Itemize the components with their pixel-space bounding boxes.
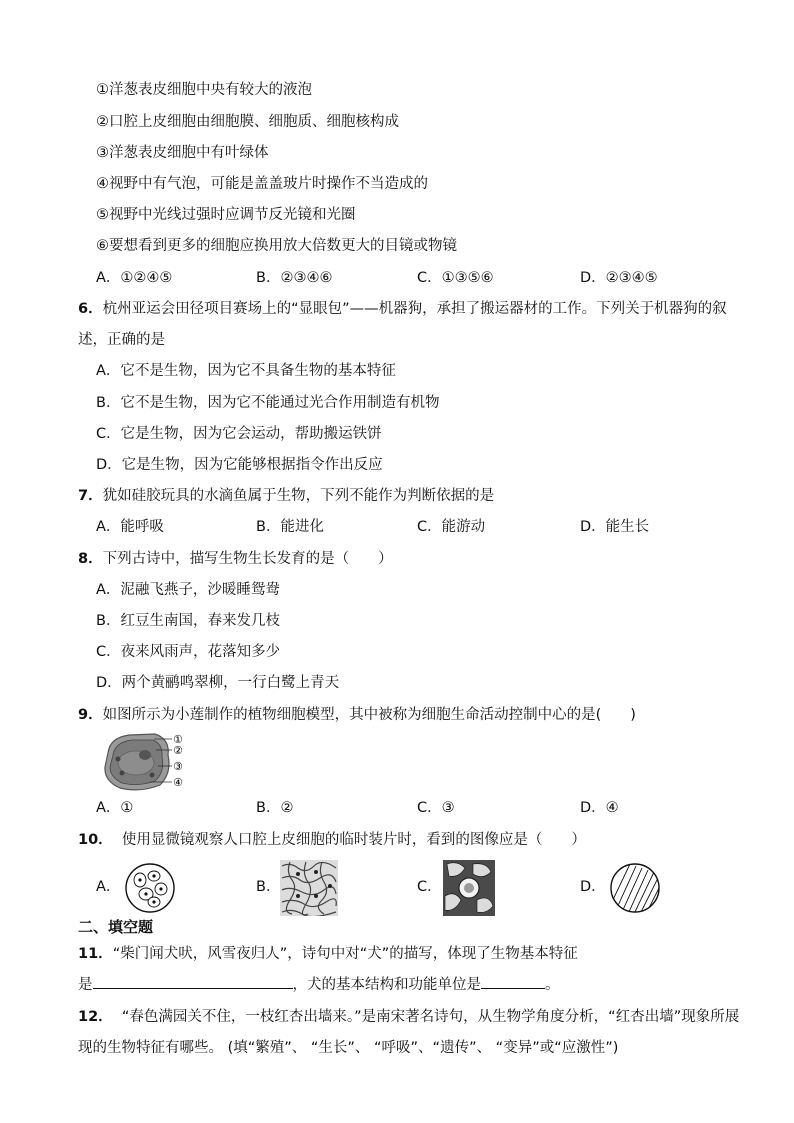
question-number: 11． bbox=[78, 946, 113, 962]
q8-option-b[interactable]: B．红豆生南国，春来发几枝 bbox=[96, 613, 280, 629]
question-number: 8． bbox=[78, 551, 103, 567]
q5-option-b[interactable]: B．②③④⑥ bbox=[256, 270, 333, 286]
q10-option-d[interactable]: D． bbox=[580, 879, 606, 895]
nucleus-shape bbox=[139, 750, 151, 760]
statement-3: ③洋葱表皮细胞中有叶绿体 bbox=[96, 145, 269, 161]
figure-label-3: ③ bbox=[173, 760, 183, 773]
q6-stem: 6．杭州亚运会田径项目赛场上的“显眼包”——机器狗，承担了搬运器材的工作。下列关于机器狗的叙 bbox=[78, 301, 727, 317]
q6-option-c[interactable]: C．它是生物，因为它会运动，帮助搬运铁饼 bbox=[96, 426, 382, 442]
section-title: 二、填空题 bbox=[78, 918, 154, 936]
q8-option-a[interactable]: A．泥融飞燕子，沙暖睡鸳鸯 bbox=[96, 582, 280, 598]
q10-option-a[interactable]: A． bbox=[96, 879, 121, 895]
question-number: 6． bbox=[78, 301, 103, 317]
q6-option-b[interactable]: B．它不是生物，因为它不能通过光合作用制造有机物 bbox=[96, 395, 440, 411]
q8-stem: 8．下列古诗中，描写生物生长发育的是（ ） bbox=[78, 551, 393, 567]
q6-option-d[interactable]: D．它是生物，因为它能够根据指令作出反应 bbox=[96, 457, 383, 473]
option-a-image[interactable] bbox=[124, 862, 176, 914]
question-number: 10． bbox=[78, 832, 113, 848]
q8-option-c[interactable]: C．夜来风雨声，花落知多少 bbox=[96, 644, 281, 660]
q11-stem-cont: 是 ，犬的基本结构和功能单位是 。 bbox=[78, 974, 560, 995]
q7-option-d[interactable]: D．能生长 bbox=[580, 519, 650, 535]
statement-5: ⑤视野中光线过强时应调节反光镜和光圈 bbox=[96, 207, 356, 223]
plant-cell-model-figure bbox=[100, 731, 200, 793]
question-number: 12． bbox=[78, 1009, 113, 1025]
option-d-image[interactable] bbox=[608, 862, 662, 914]
q9-option-b[interactable]: B．② bbox=[256, 800, 294, 816]
q9-option-a[interactable]: A．① bbox=[96, 800, 134, 816]
figure-label-4: ④ bbox=[173, 776, 183, 789]
answer-blank-2[interactable] bbox=[481, 974, 545, 989]
statement-4: ④视野中有气泡，可能是盖盖玻片时操作不当造成的 bbox=[96, 176, 428, 192]
q11-stem: 11．“柴门闻犬吠，风雪夜归人”，诗句中对“犬”的描写，体现了生物基本特征 bbox=[78, 946, 578, 962]
q7-option-b[interactable]: B．能进化 bbox=[256, 519, 324, 535]
option-b-image[interactable] bbox=[280, 860, 338, 916]
q5-option-d[interactable]: D．②③④⑤ bbox=[580, 270, 658, 286]
figure-label-2: ② bbox=[173, 744, 183, 757]
statement-1: ①洋葱表皮细胞中央有较大的液泡 bbox=[96, 82, 312, 98]
q10-stem: 10． 使用显微镜观察人口腔上皮细胞的临时装片时，看到的图像应是（ ） bbox=[78, 832, 586, 848]
answer-blank-1[interactable] bbox=[93, 974, 293, 989]
question-number: 7． bbox=[78, 488, 103, 504]
q5-option-a[interactable]: A．①②④⑤ bbox=[96, 270, 173, 286]
statement-2: ②口腔上皮细胞由细胞膜、细胞质、细胞核构成 bbox=[96, 114, 399, 130]
chloroplast-shape bbox=[120, 771, 125, 776]
q9-stem: 9．如图所示为小莲制作的植物细胞模型，其中被称为细胞生命活动控制中心的是( ) bbox=[78, 707, 636, 723]
question-number: 9． bbox=[78, 707, 103, 723]
q7-option-a[interactable]: A．能呼吸 bbox=[96, 519, 164, 535]
q9-option-c[interactable]: C．③ bbox=[417, 800, 455, 816]
chloroplast-shape bbox=[150, 773, 155, 778]
chloroplast-shape bbox=[116, 757, 121, 762]
q7-option-c[interactable]: C．能游动 bbox=[417, 519, 486, 535]
figure-label-1: ① bbox=[173, 733, 183, 746]
q6-option-a[interactable]: A．它不是生物，因为它不具备生物的基本特征 bbox=[96, 363, 396, 379]
q8-option-d[interactable]: D．两个黄鹂鸣翠柳，一行白鹭上青天 bbox=[96, 675, 340, 691]
option-c-image[interactable] bbox=[443, 860, 495, 916]
q12-stem: 12． “春色满园关不住，一枝红杏出墙来。”是南宋著名诗句，从生物学角度分析，“红杏出墙”现象所展 bbox=[78, 1009, 740, 1025]
q10-option-b[interactable]: B． bbox=[256, 879, 281, 895]
q10-option-c[interactable]: C． bbox=[417, 879, 442, 895]
statement-6: ⑥要想看到更多的细胞应换用放大倍数更大的目镜或物镜 bbox=[96, 238, 457, 254]
q9-option-d[interactable]: D．④ bbox=[580, 800, 619, 816]
q12-stem-cont: 现的生物特征有哪些。 (填“繁殖”、 “生长”、 “呼吸”、“遗传”、 “变异”或“应激性”) bbox=[78, 1040, 619, 1056]
q7-stem: 7．犹如硅胶玩具的水滴鱼属于生物，下列不能作为判断依据的是 bbox=[78, 488, 495, 504]
q5-option-c[interactable]: C．①③⑤⑥ bbox=[417, 270, 494, 286]
q6-stem-cont: 述，正确的是 bbox=[78, 332, 165, 348]
